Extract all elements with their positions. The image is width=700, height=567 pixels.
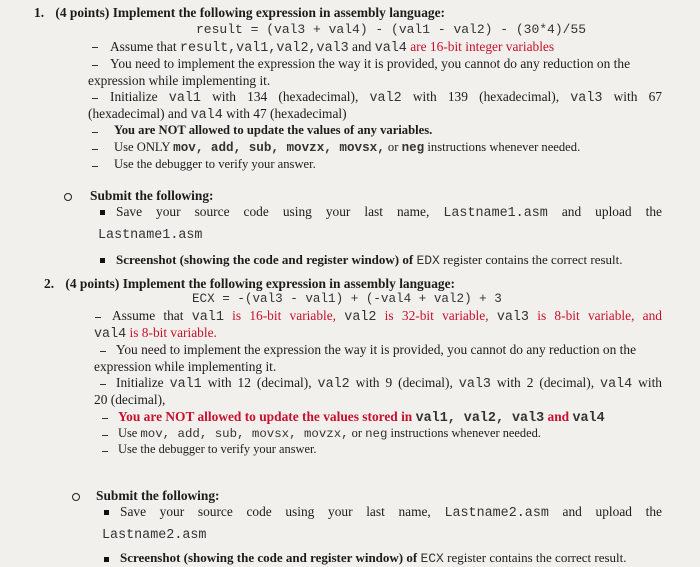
q2-assume-line1: Assume that val1 is 16-bit variable, val2 is 32-bit variable, val3 is 8-bit variable, and xyxy=(112,308,663,325)
q1-screenshot: Screenshot (showing the code and register window) of EDX register contains the correct result. xyxy=(116,252,623,268)
q2-use: Use mov, add, sub, movsx, movzx, or neg instructions whenever needed. xyxy=(118,426,541,441)
q2-dash xyxy=(95,317,101,318)
q1-assume: Assume that result,val1,val2,val3 and val4 are 16-bit integer variables xyxy=(110,39,555,56)
q2-initialize-line2: 20 (decimal), xyxy=(94,392,166,407)
q2-heading xyxy=(44,275,455,292)
q2-circle-bullet xyxy=(72,493,80,501)
q1-dash xyxy=(92,65,98,66)
q1-dash xyxy=(92,98,98,99)
q2-implement-line2: expression while implementing it. xyxy=(94,359,277,374)
q1-dash xyxy=(92,149,98,150)
q1-title: (4 points) Implement the following expression in assembly language: xyxy=(55,5,445,20)
q2-assume-line2: val4 is 8-bit variable. xyxy=(94,325,217,342)
q2-title: (4 points) Implement the following expression in assembly language: xyxy=(65,276,455,291)
q2-submit: Submit the following: xyxy=(96,488,220,503)
q1-debugger: Use the debugger to verify your answer. xyxy=(114,157,316,171)
q2-dash xyxy=(102,451,108,452)
q1-initialize-line2: (hexadecimal) and val4 with 47 (hexadecimal) xyxy=(88,106,347,123)
q1-dash xyxy=(92,47,98,48)
q1-square-bullet xyxy=(100,258,105,263)
q1-dash xyxy=(92,166,98,167)
q1-save-filename: Lastname1.asm xyxy=(98,228,203,243)
q1-implement-line2: expression while implementing it. xyxy=(88,73,271,88)
q2-dash xyxy=(100,384,106,385)
q2-save-filename: Lastname2.asm xyxy=(102,528,207,543)
q2-initialize-line1: Initialize val1 with 12 (decimal), val2 with 9 (decimal), val3 with 2 (decimal), val4 with xyxy=(116,375,662,392)
q1-dash xyxy=(92,132,98,133)
q2-implement-line1: You need to implement the expression the way it is provided, you cannot do any reduction on the xyxy=(116,342,637,357)
q1-square-bullet xyxy=(100,210,105,215)
q1-expression: result = (val3 + val4) - (val1 - val2) - (30*4)/55 xyxy=(196,22,587,37)
q2-dash xyxy=(100,351,106,352)
q2-expression: ECX = -(val3 - val1) + (-val4 + val2) + 3 xyxy=(192,292,502,306)
q1-save-line1: Save your source code using your last name, Lastname1.asm and upload the xyxy=(116,204,662,221)
q2-not-allowed: You are NOT allowed to update the values stored in val1, val2, val3 and val4 xyxy=(118,409,605,426)
q1-heading xyxy=(34,4,445,21)
q2-dash xyxy=(102,418,108,419)
q2-square-bullet xyxy=(104,510,109,515)
q2-debugger: Use the debugger to verify your answer. xyxy=(118,442,317,456)
q2-square-bullet xyxy=(104,557,109,562)
q1-submit: Submit the following: xyxy=(90,188,214,203)
q2-save-line1: Save your source code using your last name, Lastname2.asm and upload the xyxy=(120,504,662,521)
q1-initialize-line1: Initialize val1 with 134 (hexadecimal), val2 with 139 (hexadecimal), val3 with 67 xyxy=(110,89,662,106)
q1-not-allowed: You are NOT allowed to update the values of any variables. xyxy=(114,123,433,137)
q2-number: 2. xyxy=(44,276,55,291)
q2-screenshot: Screenshot (showing the code and register window) of ECX register contains the correct result. xyxy=(120,550,627,566)
q1-use-only: Use ONLY mov, add, sub, movzx, movsx, or neg instructions whenever needed. xyxy=(114,140,581,155)
q1-implement-line1: You need to implement the expression the way it is provided, you cannot do any reduction on the xyxy=(110,56,631,71)
q1-circle-bullet xyxy=(64,193,72,201)
q1-number: 1. xyxy=(34,5,45,20)
q2-dash xyxy=(102,435,108,436)
